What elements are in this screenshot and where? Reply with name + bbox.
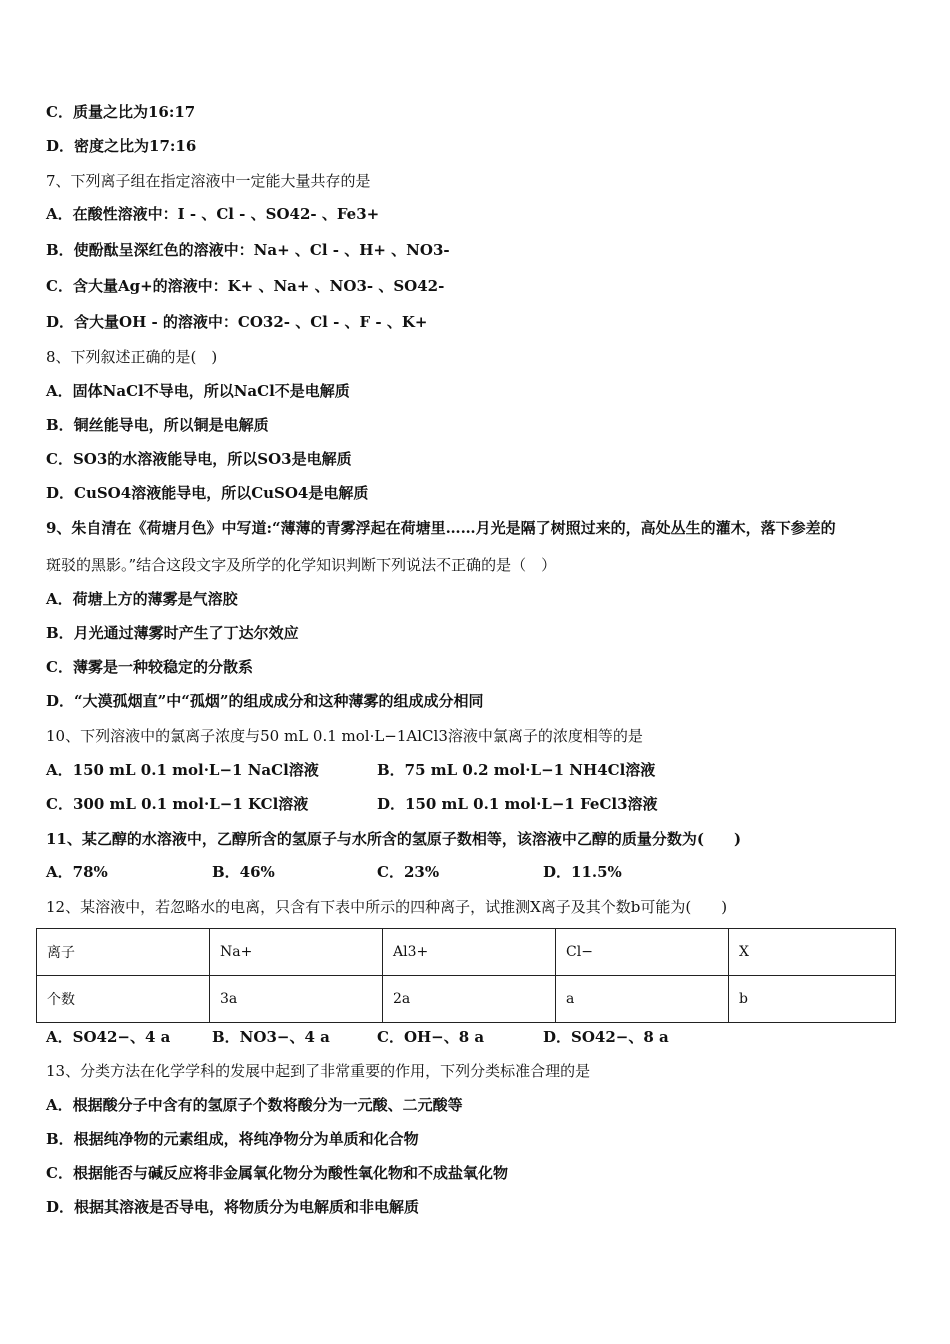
table-cell: X [729,929,896,976]
question-9-line2: 斑驳的黑影。”结合这段文字及所学的化学知识判断下列说法不正确的是（ ） [46,556,557,574]
q8-option-d: D．CuSO4溶液能导电，所以CuSO4是电解质 [46,484,369,502]
q10-option-c: C．300 mL 0.1 mol·L−1 KCl溶液 [46,795,309,813]
table-cell: 个数 [37,976,210,1023]
q12-option-c: C．OH−、8 a [377,1028,485,1046]
q13-option-b: B．根据纯净物的元素组成，将纯净物分为单质和化合物 [46,1130,419,1148]
table-cell: 离子 [37,929,210,976]
question-9-line1: 9、朱自清在《荷塘月色》中写道:“薄薄的青雾浮起在荷塘里……月光是隔了树照过来的，高处丛生的灌木，落下参差的 [46,519,836,537]
table-cell: a [556,976,729,1023]
q13-option-a: A．根据酸分子中含有的氢原子个数将酸分为一元酸、二元酸等 [46,1096,463,1114]
question-13: 13、分类方法在化学学科的发展中起到了非常重要的作用，下列分类标准合理的是 [46,1062,591,1080]
question-8: 8、下列叙述正确的是( ) [46,348,218,366]
q7-option-c: C．含大量Ag+的溶液中：K+ 、Na+ 、NO3- 、SO42- [46,277,445,295]
q7-option-d: D．含大量OH - 的溶液中：CO32- 、Cl - 、F - 、K+ [46,313,428,331]
table-row [37,976,896,1023]
q9-option-a: A．荷塘上方的薄雾是气溶胶 [46,590,238,608]
q11-option-a: A．78% [46,863,108,881]
q12-option-a: A．SO42−、4 a [46,1028,171,1046]
option-c-line: C．质量之比为16:17 [46,103,196,121]
q9-option-c: C．薄雾是一种较稳定的分散系 [46,658,253,676]
table-row [37,929,896,976]
q8-option-c: C．SO3的水溶液能导电，所以SO3是电解质 [46,450,352,468]
question-10: 10、下列溶液中的氯离子浓度与50 mL 0.1 mol·L−1AlCl3溶液中氯离子的浓度相等的是 [46,727,643,745]
option-d-line: D．密度之比为17:16 [46,137,197,155]
q13-option-c: C．根据能否与碱反应将非金属氧化物分为酸性氧化物和不成盐氧化物 [46,1164,508,1182]
table-cell: Al3+ [383,929,556,976]
table-cell: 2a [383,976,556,1023]
q7-option-b: B．使酚酞呈深红色的溶液中：Na+ 、Cl - 、H+ 、NO3- [46,241,450,259]
ion-table [36,928,896,1023]
table-cell: b [729,976,896,1023]
q10-option-b: B．75 mL 0.2 mol·L−1 NH4Cl溶液 [377,761,656,779]
q10-option-a: A．150 mL 0.1 mol·L−1 NaCl溶液 [46,761,319,779]
table-cell: Cl− [556,929,729,976]
question-12: 12、某溶液中，若忽略水的电离，只含有下表中所示的四种离子，试推测X离子及其个数b可能为( ) [46,898,728,916]
q12-option-b: B．NO3−、4 a [212,1028,330,1046]
question-7: 7、下列离子组在指定溶液中一定能大量共存的是 [46,172,371,190]
q9-option-b: B．月光通过薄雾时产生了丁达尔效应 [46,624,299,642]
question-11: 11、某乙醇的水溶液中，乙醇所含的氢原子与水所含的氢原子数相等，该溶液中乙醇的质量分数为( ) [46,830,742,848]
q13-option-d: D．根据其溶液是否导电，将物质分为电解质和非电解质 [46,1198,420,1216]
table-cell: Na+ [210,929,383,976]
q12-option-d: D．SO42−、8 a [543,1028,669,1046]
q7-option-a: A．在酸性溶液中：I - 、Cl - 、SO42- 、Fe3+ [46,205,380,223]
q9-option-d: D．“大漠孤烟直”中“孤烟”的组成成分和这种薄雾的组成成分相同 [46,692,484,710]
q11-option-d: D．11.5% [543,863,622,881]
q8-option-a: A．固体NaCl不导电，所以NaCl不是电解质 [46,382,350,400]
q10-option-d: D．150 mL 0.1 mol·L−1 FeCl3溶液 [377,795,658,813]
table-cell: 3a [210,976,383,1023]
q11-option-b: B．46% [212,863,275,881]
q8-option-b: B．铜丝能导电，所以铜是电解质 [46,416,269,434]
q11-option-c: C．23% [377,863,440,881]
